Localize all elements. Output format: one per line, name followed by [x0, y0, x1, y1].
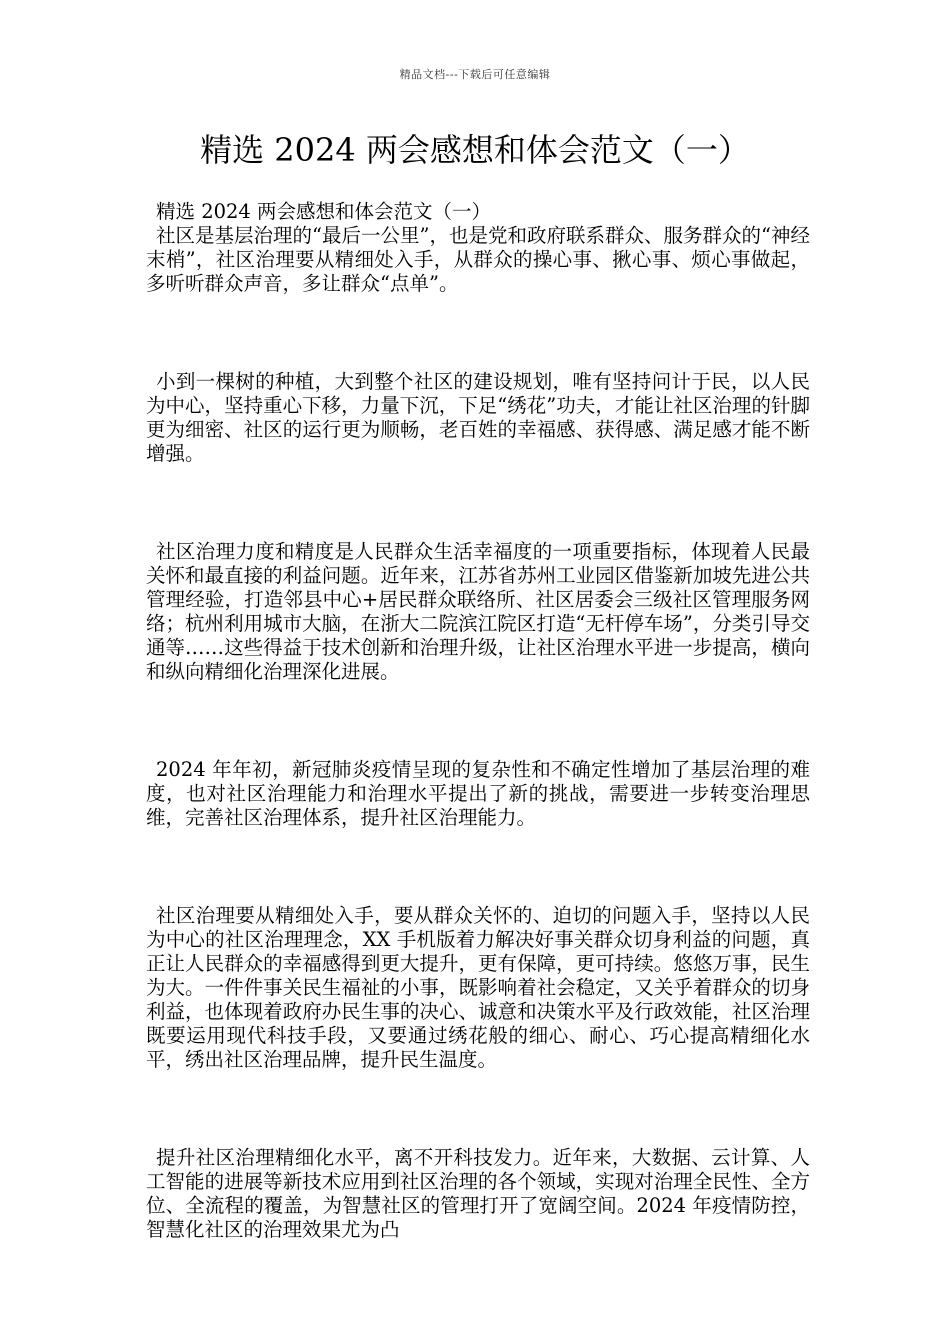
paragraph: 2024 年年初，新冠肺炎疫情呈现的复杂性和不确定性增加了基层治理的难度，也对社区治理能力和治理水平提出了新的挑战，需要进一步转变治理思维，完善社区治理体系，提升社区治理能力。: [146, 758, 810, 829]
paragraph: 社区治理要从精细处入手，要从群众关怀的、迫切的问题入手，坚持以人民为中心的社区治理理念，XX 手机版着力解决好事关群众切身利益的问题，真正让人民群众的幸福感得到更大提升，更有保障，更可持续。悠悠万事，民生为大。一件件事关民生福祉的小事，既影响着社会稳定，又关乎着群众的切身利益，也体现着政府办民生事的决心、诚意和决策水平及行政效能，社区治理既要运用现代科技手段，又要通过绣花般的细心、耐心、巧心提高精细化水平，绣出社区治理品牌，提升民生温度。: [146, 904, 810, 1071]
paragraph: 小到一棵树的种植，大到整个社区的建设规划，唯有坚持问计于民，以人民为中心，坚持重心下移，力量下沉，下足“绣花”功夫，才能让社区治理的针脚更为细密、社区的运行更为顺畅，老百姓的幸福感、获得感、满足感才能不断增强。: [146, 370, 810, 465]
document-title: 精选 2024 两会感想和体会范文（一）: [200, 131, 750, 169]
paragraph: 提升社区治理精细化水平，离不开科技发力。近年来，大数据、云计算、人工智能的进展等新技术应用到社区治理的各个领域，实现对治理全民性、全方位、全流程的覆盖，为智慧社区的管理打开了宽阔空间。2024 年疫情防控，智慧化社区的治理效果尤为凸: [146, 1146, 810, 1241]
paragraph: 社区是基层治理的“最后一公里”，也是党和政府联系群众、服务群众的“神经末梢”，社区治理要从精细处入手，从群众的操心事、揪心事、烦心事做起，多听听群众声音，多让群众“点单”。: [146, 224, 810, 295]
document-subtitle: 精选 2024 两会感想和体会范文（一）: [156, 200, 492, 223]
document-body: [146, 200, 810, 1242]
paragraph: 社区治理力度和精度是人民群众生活幸福度的一项重要指标，体现着人民最关怀和最直接的利益问题。近年来，江苏省苏州工业园区借鉴新加坡先进公共管理经验，打造邻县中心+居民群众联络所、社区居委会三级社区管理服务网络；杭州利用城市大脑，在浙大二院滨江院区打造“无杆停车场”，分类引导交通等……这些得益于技术创新和治理升级，让社区治理水平进一步提高，横向和纵向精细化治理深化进展。: [146, 540, 810, 683]
header-note: 精品文档---下载后可任意编辑: [399, 68, 551, 81]
